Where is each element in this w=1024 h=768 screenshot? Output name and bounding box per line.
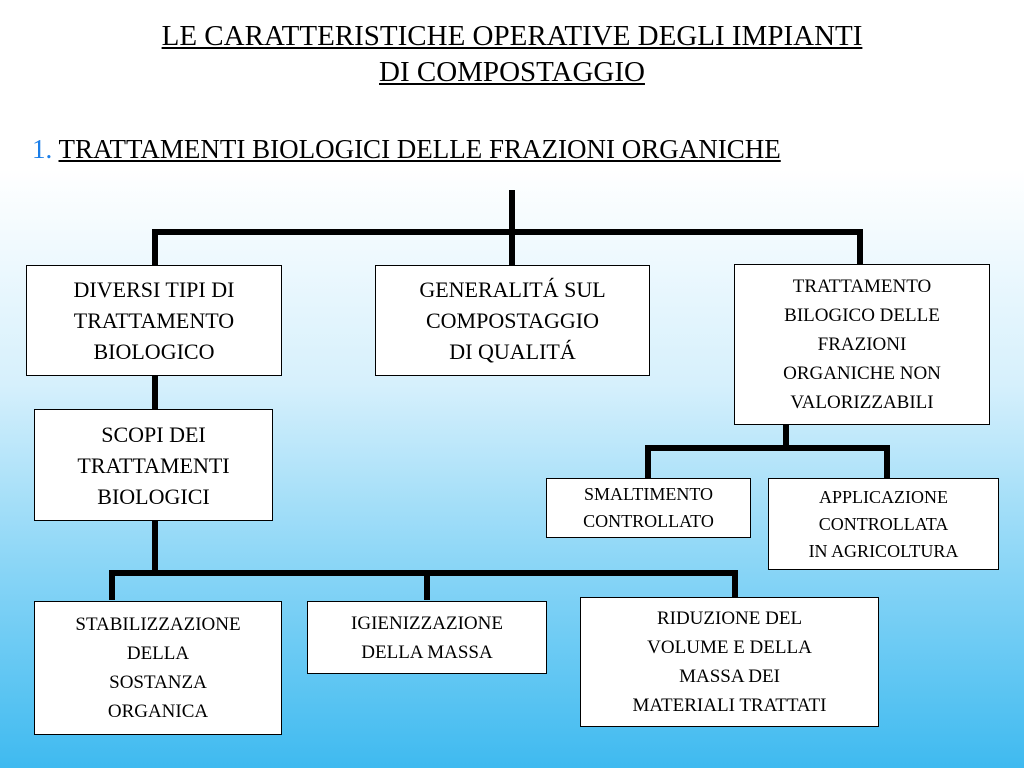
box-scopi: SCOPI DEI TRATTAMENTI BIOLOGICI [34, 409, 273, 521]
section-title: TRATTAMENTI BIOLOGICI DELLE FRAZIONI ORGANICHE [58, 134, 781, 164]
section-number: 1. [32, 134, 53, 164]
box-riduzione: RIDUZIONE DEL VOLUME E DELLA MASSA DEI MATERIALI TRATTATI [580, 597, 879, 727]
box-generalita: GENERALITÁ SUL COMPOSTAGGIO DI QUALITÁ [375, 265, 650, 376]
box-igienizzazione: IGIENIZZAZIONE DELLA MASSA [307, 601, 547, 674]
box-stabilizzazione: STABILIZZAZIONE DELLA SOSTANZA ORGANICA [34, 601, 282, 735]
box-smaltimento: SMALTIMENTO CONTROLLATO [546, 478, 751, 538]
box-applicazione: APPLICAZIONE CONTROLLATA IN AGRICOLTURA [768, 478, 999, 570]
box-diversi-tipi: DIVERSI TIPI DI TRATTAMENTO BIOLOGICO [26, 265, 282, 376]
page-title: LE CARATTERISTICHE OPERATIVE DEGLI IMPIANTI DI COMPOSTAGGIO [161, 20, 863, 88]
box-trattamento-non-valorizzabili: TRATTAMENTO BILOGICO DELLE FRAZIONI ORGANICHE NON VALORIZZABILI [734, 264, 990, 425]
